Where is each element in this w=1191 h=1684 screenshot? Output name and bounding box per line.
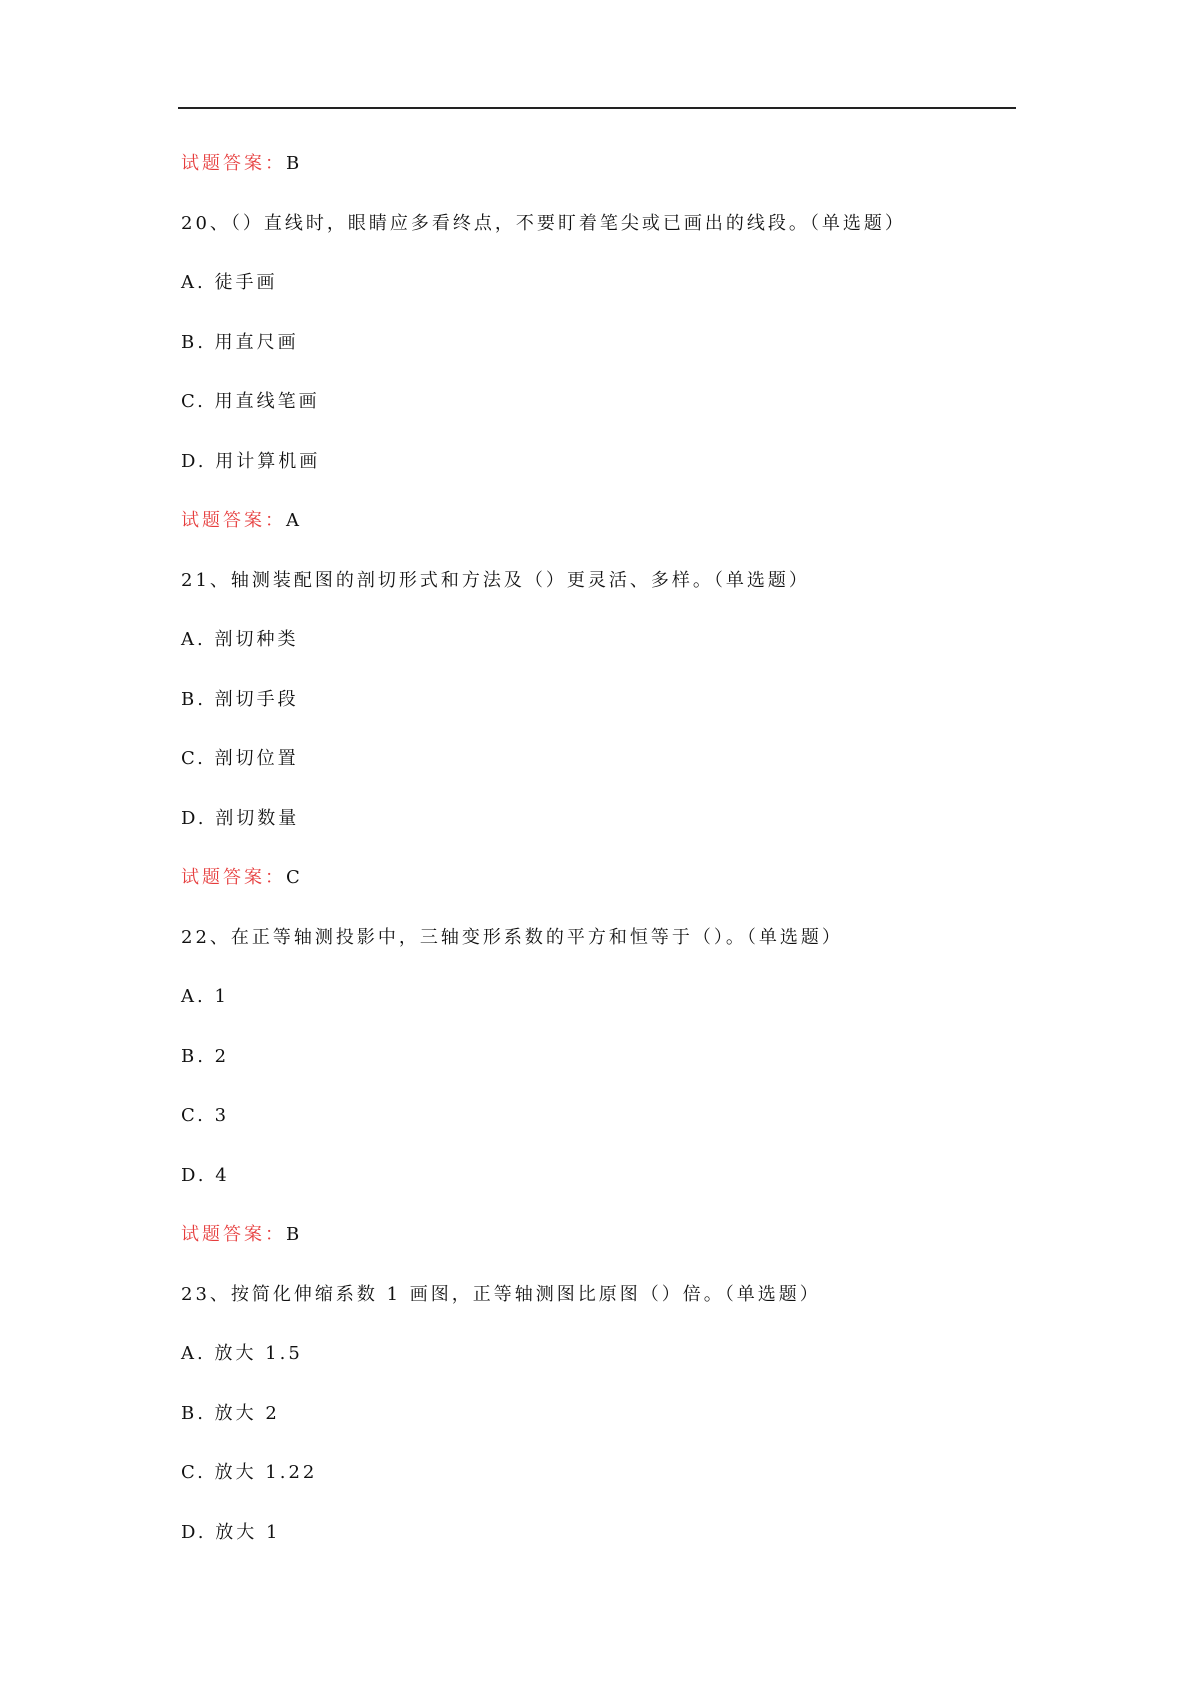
answer-line [181,1215,1001,1275]
answer-value: C [286,867,303,888]
option-c: C. 放大 1.22 [181,1462,318,1483]
question-list [181,144,1001,1572]
question-text: 22、在正等轴测投影中，三轴变形系数的平方和恒等于（）。（单选题） [181,926,843,948]
answer-label: 试题答案： [181,510,286,531]
question-text: 21、轴测装配图的剖切形式和方法及（）更灵活、多样。（单选题） [181,569,810,591]
answer-label: 试题答案： [181,1224,286,1245]
option-c: C. 3 [181,1105,230,1126]
question-text: 20、（）直线时，眼睛应多看终点，不要盯着笔尖或已画出的线段。（单选题） [181,212,906,234]
question-text: 23、按简化伸缩系数 1 画图，正等轴测图比原图（）倍。（单选题） [181,1283,821,1305]
option-b: B. 剖切手段 [181,688,299,710]
option-b: B. 用直尺画 [181,331,299,353]
option-d: D. 剖切数量 [181,807,300,829]
option-a: A. 剖切种类 [181,629,299,650]
answer-value: B [286,1224,303,1245]
answer-value: B [286,153,303,174]
option-d: D. 用计算机画 [181,450,321,472]
answer-value: A [286,510,302,531]
option-b: B. 放大 2 [181,1402,280,1424]
option-a: A. 1 [181,986,229,1007]
option-d: D. 放大 1 [181,1521,281,1543]
option-c: C. 用直线笔画 [181,391,320,412]
answer-line [181,858,1001,918]
answer-line [181,501,1001,561]
answer-line [181,144,1001,204]
option-a: A. 放大 1.5 [181,1343,303,1364]
option-b: B. 2 [181,1045,230,1067]
answer-label: 试题答案： [181,153,286,174]
option-c: C. 剖切位置 [181,748,299,769]
option-a: A. 徒手画 [181,272,278,293]
answer-label: 试题答案： [181,867,286,888]
header-rule [178,107,1016,109]
option-d: D. 4 [181,1164,230,1186]
